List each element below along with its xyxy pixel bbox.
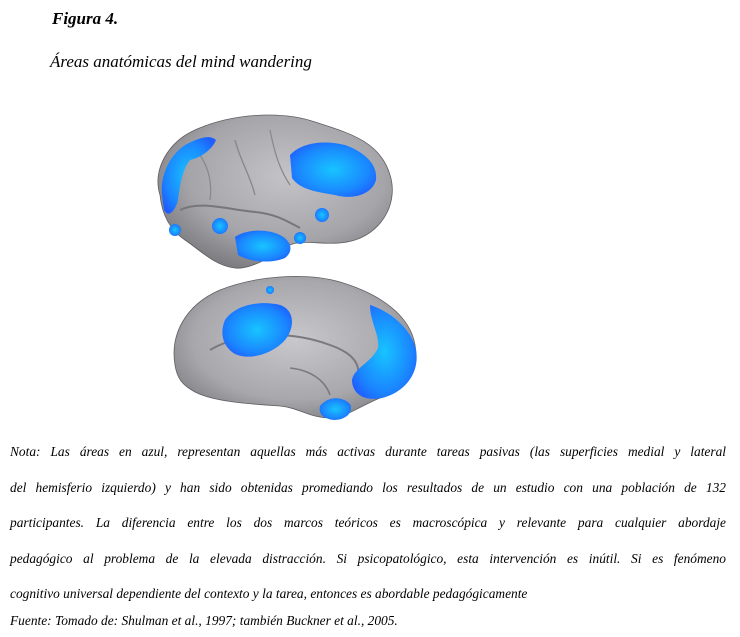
- note-line: pedagógico al problema de la elevada distracción. Si psicopatológico, esta intervención es inútil. Si es fenómeno: [10, 550, 726, 566]
- note-line: Nota: Las áreas en azul, representan aquellas más activas durante tareas pasivas (las superficies medial y lateral: [10, 444, 726, 459]
- figure-title: Áreas anatómicas del mind wandering: [50, 52, 312, 71]
- figure-note: [10, 434, 726, 612]
- note-line: cognitivo universal dependiente del contexto y la tarea, entonces es abordable pedagógicamente: [10, 586, 528, 601]
- lateral-brain-view: [158, 115, 392, 268]
- medial-brain-view: [174, 276, 417, 420]
- figure-source: Fuente: Tomado de: Shulman et al., 1997; también Buckner et al., 2005.: [10, 613, 398, 628]
- brain-activation-image: [140, 100, 430, 432]
- figure-label: Figura 4.: [52, 9, 119, 28]
- note-line: del hemisferio izquierdo) y han sido obtenidas promediando los resultados de un estudio con una población de 132: [10, 479, 726, 495]
- note-line: participantes. La diferencia entre los dos marcos teóricos es macroscópica y relevante para cualquier abordaje: [10, 515, 726, 530]
